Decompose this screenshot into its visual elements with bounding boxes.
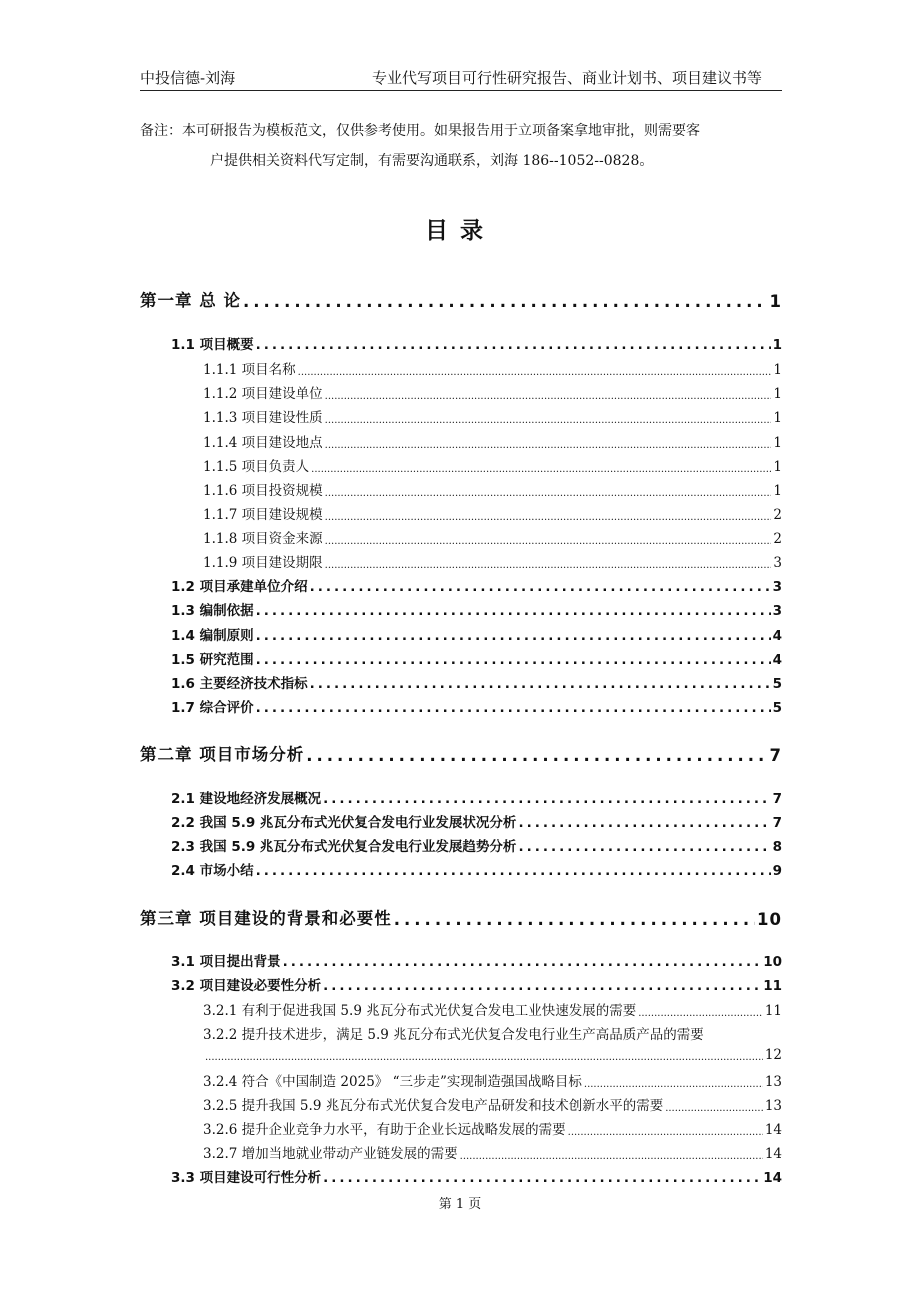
toc-entry-page: 1 bbox=[772, 337, 782, 353]
toc-subsection[interactable] bbox=[140, 1118, 782, 1138]
toc-leader-dots bbox=[325, 440, 772, 451]
toc-entry-continuation[interactable] bbox=[140, 1047, 782, 1063]
toc-entry[interactable] bbox=[140, 1023, 782, 1043]
toc-entry-text: 1.1.6 项目投资规模 bbox=[203, 483, 323, 499]
toc-leader-dots bbox=[325, 391, 772, 402]
toc-leader-dots bbox=[256, 700, 771, 716]
toc-entry-text: 1.3 编制依据 bbox=[171, 603, 254, 619]
toc-entry-page: 7 bbox=[772, 815, 782, 831]
toc-section[interactable] bbox=[140, 333, 782, 353]
toc-entry-text: 3.2.2 提升技术进步，满足 5.9 兆瓦分布式光伏复合发电行业生产高品质产品的需要 bbox=[203, 1027, 704, 1043]
disclaimer-note bbox=[140, 116, 782, 176]
toc-leader-dots bbox=[325, 560, 772, 571]
page-number: 第 1 页 bbox=[438, 1197, 482, 1212]
toc-leader-dots bbox=[311, 464, 771, 475]
toc-section[interactable] bbox=[140, 811, 782, 831]
toc-subsection[interactable] bbox=[140, 551, 782, 571]
toc-leader-dots bbox=[394, 910, 755, 929]
toc-entry-text: 1.1.1 项目名称 bbox=[203, 362, 296, 378]
toc-entry-text: 1.1.5 项目负责人 bbox=[203, 459, 310, 475]
toc-leader-dots bbox=[298, 367, 772, 378]
toc-entry-page: 11 bbox=[764, 1003, 782, 1019]
toc-entry-text: 1.1 项目概要 bbox=[171, 337, 254, 353]
toc-chapter[interactable] bbox=[140, 905, 782, 929]
note-line-2: 户提供相关资料代写定制，有需要沟通联系，刘海 186--1052--0828。 bbox=[210, 153, 654, 169]
toc-entry-page: 12 bbox=[764, 1047, 782, 1063]
toc-section[interactable] bbox=[140, 974, 782, 994]
toc-entry-page: 13 bbox=[764, 1098, 782, 1114]
toc-subsection[interactable] bbox=[140, 358, 782, 378]
toc-entry-text: 1.1.3 项目建设性质 bbox=[203, 410, 323, 426]
toc-subsection[interactable] bbox=[140, 455, 782, 475]
toc-entry-page: 3 bbox=[772, 579, 782, 595]
toc-section[interactable] bbox=[140, 624, 782, 644]
toc-leader-dots bbox=[518, 839, 770, 855]
toc-entry-text: 3.2 项目建设必要性分析 bbox=[171, 978, 322, 994]
toc-subsection[interactable] bbox=[140, 479, 782, 499]
toc-leader-dots bbox=[325, 488, 772, 499]
toc-entry-page: 14 bbox=[764, 1146, 782, 1162]
toc-entry-text: 1.1.7 项目建设规模 bbox=[203, 507, 323, 523]
toc-leader-dots bbox=[323, 1170, 761, 1186]
toc-entry-text: 1.1.4 项目建设地点 bbox=[203, 435, 323, 451]
toc-section[interactable] bbox=[140, 599, 782, 619]
toc-entry-page: 10 bbox=[757, 910, 782, 929]
toc-leader-dots bbox=[310, 579, 771, 595]
toc-subsection[interactable] bbox=[140, 382, 782, 402]
toc-entry-text: 1.6 主要经济技术指标 bbox=[171, 676, 308, 692]
toc-leader-dots bbox=[638, 1008, 763, 1019]
toc-leader-dots bbox=[325, 512, 772, 523]
toc-entry-text: 1.4 编制原则 bbox=[171, 628, 254, 644]
toc-chapter[interactable] bbox=[140, 741, 782, 765]
toc-entry-page: 1 bbox=[769, 292, 782, 311]
toc-leader-dots bbox=[256, 863, 771, 879]
toc-leader-dots bbox=[325, 415, 772, 426]
toc-entry-page: 5 bbox=[772, 700, 782, 716]
toc-section[interactable] bbox=[140, 950, 782, 970]
note-line-1: 备注：本可研报告为模板范文，仅供参考使用。如果报告用于立项备案拿地审批，则需要客 bbox=[140, 123, 700, 139]
toc-entry-text: 1.7 综合评价 bbox=[171, 700, 254, 716]
toc-leader-dots bbox=[283, 954, 762, 970]
toc-entry-page: 1 bbox=[773, 362, 782, 378]
toc-entry-text: 1.5 研究范围 bbox=[171, 652, 254, 668]
toc-entry-text: 1.1.2 项目建设单位 bbox=[203, 386, 323, 402]
toc-subsection[interactable] bbox=[140, 1142, 782, 1162]
toc-entry-text: 第三章 项目建设的背景和必要性 bbox=[140, 909, 392, 928]
toc-leader-dots bbox=[310, 676, 771, 692]
toc-leader-dots bbox=[256, 652, 771, 668]
toc-entry-page: 1 bbox=[773, 483, 782, 499]
toc-section[interactable] bbox=[140, 787, 782, 807]
toc-entry-page: 1 bbox=[773, 386, 782, 402]
toc-entry-page: 14 bbox=[764, 1122, 782, 1138]
toc-entry-page: 3 bbox=[773, 555, 782, 571]
toc-entry-text: 3.3 项目建设可行性分析 bbox=[171, 1170, 322, 1186]
toc-subsection[interactable] bbox=[140, 999, 782, 1019]
toc-section[interactable] bbox=[140, 648, 782, 668]
toc-entry-text: 3.2.5 提升我国 5.9 兆瓦分布式光伏复合发电产品研发和技术创新水平的需要 bbox=[203, 1098, 664, 1114]
toc-chapter[interactable] bbox=[140, 287, 782, 311]
toc-section[interactable] bbox=[140, 696, 782, 716]
toc-subsection[interactable] bbox=[140, 406, 782, 426]
toc-entry-page: 7 bbox=[772, 791, 782, 807]
toc-leader-dots bbox=[205, 1052, 763, 1063]
toc-leader-dots bbox=[323, 978, 761, 994]
toc-leader-dots bbox=[584, 1079, 763, 1090]
toc-leader-dots bbox=[518, 815, 770, 831]
toc-section[interactable] bbox=[140, 859, 782, 879]
toc-entry-text: 2.4 市场小结 bbox=[171, 863, 254, 879]
toc-entry-page: 8 bbox=[772, 839, 782, 855]
page-header bbox=[140, 66, 782, 91]
toc-section[interactable] bbox=[140, 672, 782, 692]
toc-entry-page: 2 bbox=[773, 507, 782, 523]
toc-entry-text: 第二章 项目市场分析 bbox=[140, 745, 305, 764]
toc-entry-text: 2.1 建设地经济发展概况 bbox=[171, 791, 322, 807]
header-left: 中投信德-刘海 bbox=[140, 69, 236, 87]
toc-leader-dots bbox=[665, 1103, 763, 1114]
toc-leader-dots bbox=[460, 1151, 763, 1162]
toc-subsection[interactable] bbox=[140, 431, 782, 451]
toc-entry-text: 3.1 项目提出背景 bbox=[171, 954, 281, 970]
toc-entry-text: 3.2.1 有利于促进我国 5.9 兆瓦分布式光伏复合发电工业快速发展的需要 bbox=[203, 1003, 637, 1019]
toc-leader-dots bbox=[568, 1127, 763, 1138]
toc-entry-page: 1 bbox=[773, 459, 782, 475]
toc-subsection[interactable] bbox=[140, 503, 782, 523]
toc-leader-dots bbox=[306, 746, 767, 765]
toc-entry-page: 4 bbox=[772, 628, 782, 644]
toc-subsection[interactable] bbox=[140, 1070, 782, 1090]
toc-leader-dots bbox=[256, 337, 771, 353]
toc-section[interactable] bbox=[140, 835, 782, 855]
toc-section[interactable] bbox=[140, 1166, 782, 1186]
toc-entry-text: 1.1.9 项目建设期限 bbox=[203, 555, 323, 571]
toc-entry-page: 9 bbox=[772, 863, 782, 879]
toc-entry-page: 4 bbox=[772, 652, 782, 668]
toc-entry-text: 3.2.6 提升企业竞争力水平，有助于企业长远战略发展的需要 bbox=[203, 1122, 566, 1138]
toc-entry-text: 3.2.4 符合《中国制造 2025》 “三步走”实现制造强国战略目标 bbox=[203, 1074, 582, 1090]
toc-entry-page: 3 bbox=[772, 603, 782, 619]
toc-title: 目录 bbox=[425, 218, 495, 244]
toc-entry-page: 1 bbox=[773, 435, 782, 451]
toc-leader-dots bbox=[256, 628, 771, 644]
toc-entry-text: 第一章 总 论 bbox=[140, 291, 241, 310]
toc-section[interactable] bbox=[140, 575, 782, 595]
toc-subsection[interactable] bbox=[140, 527, 782, 547]
toc-entry-text: 1.2 项目承建单位介绍 bbox=[171, 579, 308, 595]
toc-entry-page: 10 bbox=[763, 954, 782, 970]
toc-entry-text: 2.3 我国 5.9 兆瓦分布式光伏复合发电行业发展趋势分析 bbox=[171, 839, 517, 855]
toc-leader-dots bbox=[325, 536, 772, 547]
toc-subsection[interactable] bbox=[140, 1094, 782, 1114]
toc-entry-page: 2 bbox=[773, 531, 782, 547]
toc-entry-text: 1.1.8 项目资金来源 bbox=[203, 531, 323, 547]
toc-entry-page: 5 bbox=[772, 676, 782, 692]
toc-entry-page: 7 bbox=[769, 746, 782, 765]
toc-leader-dots bbox=[323, 791, 770, 807]
toc-entry-page: 11 bbox=[763, 978, 782, 994]
toc-entry-page: 14 bbox=[763, 1170, 782, 1186]
toc-entry-page: 13 bbox=[764, 1074, 782, 1090]
header-right: 专业代写项目可行性研究报告、商业计划书、项目建议书等 bbox=[371, 69, 762, 87]
toc-entry-text: 3.2.7 增加当地就业带动产业链发展的需要 bbox=[203, 1146, 458, 1162]
toc-leader-dots bbox=[256, 603, 771, 619]
toc-entry-text: 2.2 我国 5.9 兆瓦分布式光伏复合发电行业发展状况分析 bbox=[171, 815, 517, 831]
toc-leader-dots bbox=[243, 292, 768, 311]
toc-entry-page: 1 bbox=[773, 410, 782, 426]
